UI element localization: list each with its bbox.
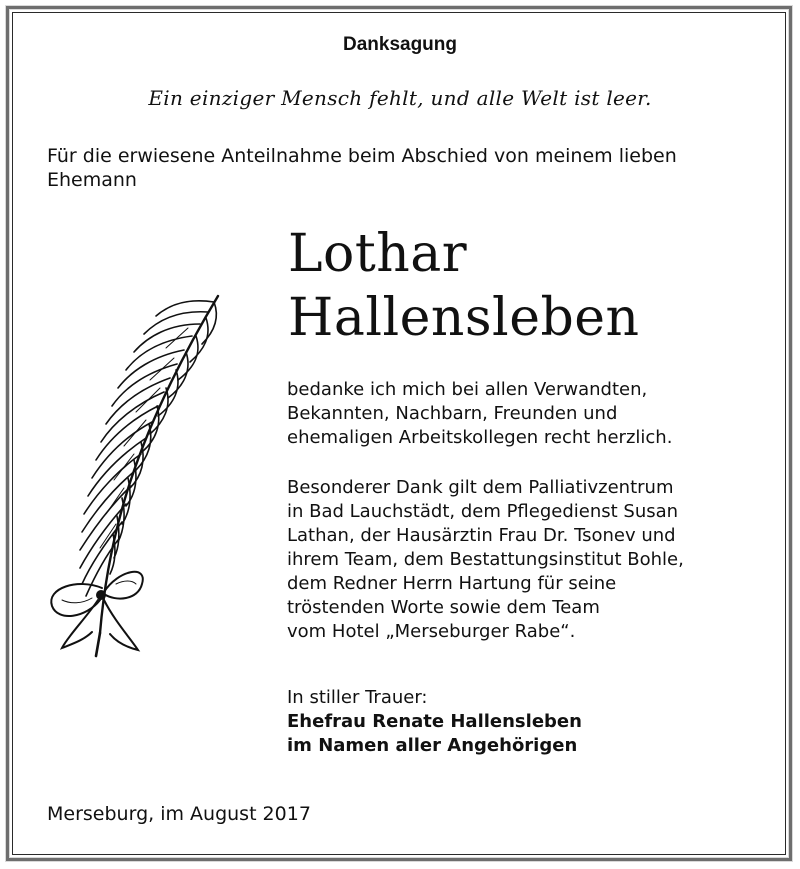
- place-date: Merseburg, im August 2017: [47, 803, 311, 825]
- signature-family: im Namen aller Angehörigen: [287, 735, 578, 756]
- intro-text: [47, 144, 767, 192]
- intro-line: Ehemann: [47, 169, 137, 191]
- paragraph-line: Besonderer Dank gilt dem Palliativzentrum: [287, 477, 674, 498]
- paragraph-line: ehemaligen Arbeitskollegen recht herzlich.: [287, 427, 673, 448]
- paragraph-line: Lathan, der Hausärztin Frau Dr. Tsonev und: [287, 525, 676, 546]
- paragraph-line: ihrem Team, dem Bestattungsinstitut Bohle,: [287, 549, 684, 570]
- notice-heading: Danksagung: [342, 34, 458, 55]
- paragraph-line: tröstenden Worte sowie dem Team: [287, 597, 600, 618]
- signature-block: [287, 686, 582, 758]
- deceased-name: [288, 222, 640, 350]
- paragraph-line: bedanke ich mich bei allen Verwandten,: [287, 379, 648, 400]
- deceased-first-name: Lothar: [288, 224, 468, 284]
- paragraph-line: in Bad Lauchstädt, dem Pflegedienst Susan: [287, 501, 679, 522]
- motto-quote: Ein einziger Mensch fehlt, und alle Welt ist leer.: [148, 86, 652, 110]
- signature-intro: In stiller Trauer:: [287, 687, 428, 708]
- paragraph-line: dem Redner Herrn Hartung für seine: [287, 573, 617, 594]
- signature-name: Ehefrau Renate Hallensleben: [287, 711, 582, 732]
- intro-line: Für die erwiesene Anteilnahme beim Abschied von meinem lieben: [47, 145, 677, 167]
- special-thanks-paragraph: [287, 476, 684, 644]
- paragraph-line: vom Hotel „Merseburger Rabe“.: [287, 621, 576, 642]
- thanks-paragraph: [287, 378, 672, 450]
- feather-with-bow-icon: [38, 288, 228, 668]
- paragraph-line: Bekannten, Nachbarn, Freunden und: [287, 403, 618, 424]
- deceased-last-name: Hallensleben: [288, 288, 640, 348]
